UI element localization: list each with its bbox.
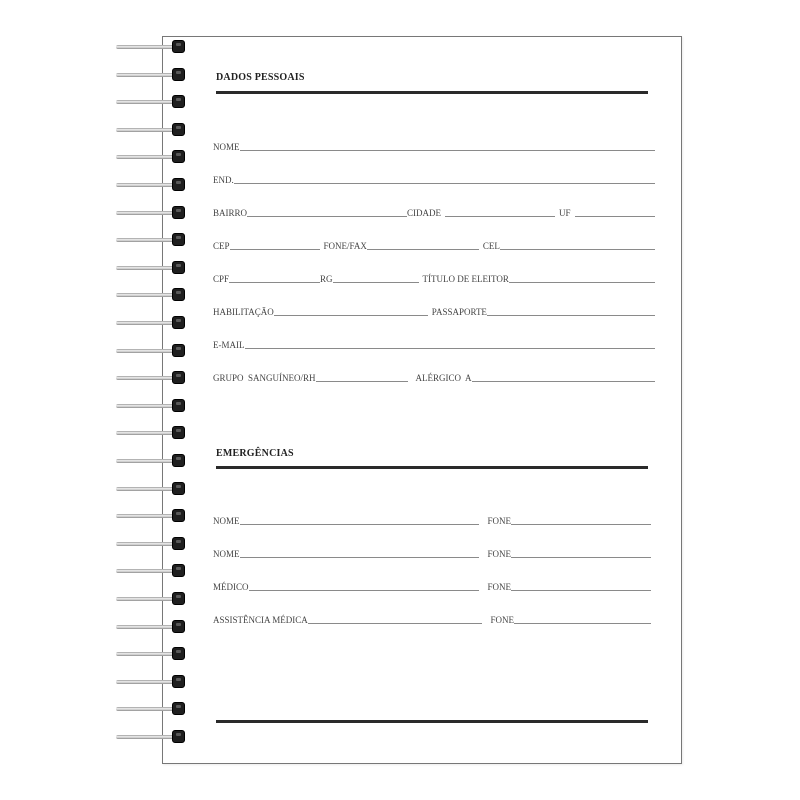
- label-nome: NOME: [213, 142, 240, 152]
- field-alergico[interactable]: [472, 381, 655, 382]
- spiral-binding: [112, 40, 192, 760]
- label-endereco: END.: [213, 175, 234, 185]
- section-rule-emergency: [216, 466, 648, 469]
- field-emergency-fone[interactable]: [511, 524, 651, 525]
- emergency-row: [213, 612, 651, 626]
- spiral-ring: [112, 206, 192, 220]
- row-cep-fone-cel: [213, 238, 655, 252]
- spiral-ring: [112, 68, 192, 82]
- bottom-rule: [216, 720, 648, 723]
- field-email[interactable]: [245, 348, 656, 349]
- label-habilitacao: HABILITAÇÃO: [213, 307, 274, 317]
- field-nome[interactable]: [240, 150, 656, 151]
- field-cidade[interactable]: [445, 216, 555, 217]
- spiral-ring: [112, 564, 192, 578]
- row-nome: [213, 139, 655, 153]
- spiral-ring: [112, 426, 192, 440]
- spiral-ring: [112, 40, 192, 54]
- field-endereco[interactable]: [234, 183, 655, 184]
- field-emergency-fone[interactable]: [514, 623, 651, 624]
- spiral-ring: [112, 509, 192, 523]
- spiral-ring: [112, 702, 192, 716]
- label-emergency-left: MÉDICO: [213, 582, 249, 592]
- field-grupo-sanguineo[interactable]: [316, 381, 408, 382]
- field-emergency-left[interactable]: [249, 590, 480, 591]
- label-cidade: CIDADE: [407, 208, 442, 218]
- spiral-ring: [112, 288, 192, 302]
- label-emergency-fone: FONE: [487, 549, 511, 559]
- field-rg[interactable]: [333, 282, 419, 283]
- spiral-ring: [112, 233, 192, 247]
- label-emergency-fone: FONE: [487, 582, 511, 592]
- label-uf: UF: [559, 208, 571, 218]
- label-emergency-fone: FONE: [487, 516, 511, 526]
- field-uf[interactable]: [575, 216, 655, 217]
- spiral-ring: [112, 592, 192, 606]
- label-passaporte: PASSAPORTE: [431, 307, 487, 317]
- row-cpf-rg-titulo: [213, 271, 655, 285]
- label-emergency-left: NOME: [213, 549, 240, 559]
- label-rg: RG: [320, 274, 333, 284]
- spiral-ring: [112, 730, 192, 744]
- label-fone-fax: FONE/FAX: [323, 241, 367, 251]
- row-email: [213, 337, 655, 351]
- row-endereco: [213, 172, 655, 186]
- emergency-row: [213, 513, 651, 527]
- spiral-ring: [112, 537, 192, 551]
- emergency-row: [213, 579, 651, 593]
- spiral-ring: [112, 316, 192, 330]
- row-bairro-cidade-uf: [213, 205, 655, 219]
- label-grupo-sanguineo: GRUPO SANGUÍNEO/RH: [213, 373, 316, 383]
- field-emergency-left[interactable]: [308, 623, 483, 624]
- spiral-ring: [112, 454, 192, 468]
- label-emergency-left: NOME: [213, 516, 240, 526]
- spiral-ring: [112, 261, 192, 275]
- field-emergency-left[interactable]: [240, 524, 480, 525]
- spiral-ring: [112, 150, 192, 164]
- label-emergency-left: ASSISTÊNCIA MÉDICA: [213, 615, 308, 625]
- label-emergency-fone: FONE: [490, 615, 514, 625]
- label-alergico: ALÉRGICO A: [415, 373, 472, 383]
- label-bairro: BAIRRO: [213, 208, 248, 218]
- label-cpf: CPF: [213, 274, 230, 284]
- field-bairro[interactable]: [247, 216, 407, 217]
- spiral-ring: [112, 482, 192, 496]
- section-rule-personal: [216, 91, 648, 94]
- spiral-ring: [112, 647, 192, 661]
- field-titulo-eleitor[interactable]: [509, 282, 655, 283]
- field-cpf[interactable]: [229, 282, 320, 283]
- spiral-ring: [112, 95, 192, 109]
- field-cel[interactable]: [500, 249, 655, 250]
- emergency-row: [213, 546, 651, 560]
- field-emergency-fone[interactable]: [511, 590, 651, 591]
- spiral-ring: [112, 344, 192, 358]
- field-cep[interactable]: [230, 249, 320, 250]
- spiral-ring: [112, 371, 192, 385]
- field-fone-fax[interactable]: [367, 249, 479, 250]
- spiral-ring: [112, 178, 192, 192]
- spiral-ring: [112, 399, 192, 413]
- field-passaporte[interactable]: [487, 315, 655, 316]
- field-emergency-left[interactable]: [240, 557, 480, 558]
- label-titulo-eleitor: TÍTULO DE ELEITOR: [422, 274, 509, 284]
- spiral-ring: [112, 123, 192, 137]
- label-cep: CEP: [213, 241, 230, 251]
- row-grupo-alergico: [213, 370, 655, 384]
- row-habilitacao-passaporte: [213, 304, 655, 318]
- spiral-ring: [112, 675, 192, 689]
- section-title-personal: DADOS PESSOAIS: [216, 72, 305, 83]
- section-title-emergency: EMERGÊNCIAS: [216, 448, 294, 459]
- spiral-ring: [112, 620, 192, 634]
- label-cel: CEL: [482, 241, 500, 251]
- field-emergency-fone[interactable]: [511, 557, 651, 558]
- label-email: E-MAIL: [213, 340, 245, 350]
- field-habilitacao[interactable]: [274, 315, 428, 316]
